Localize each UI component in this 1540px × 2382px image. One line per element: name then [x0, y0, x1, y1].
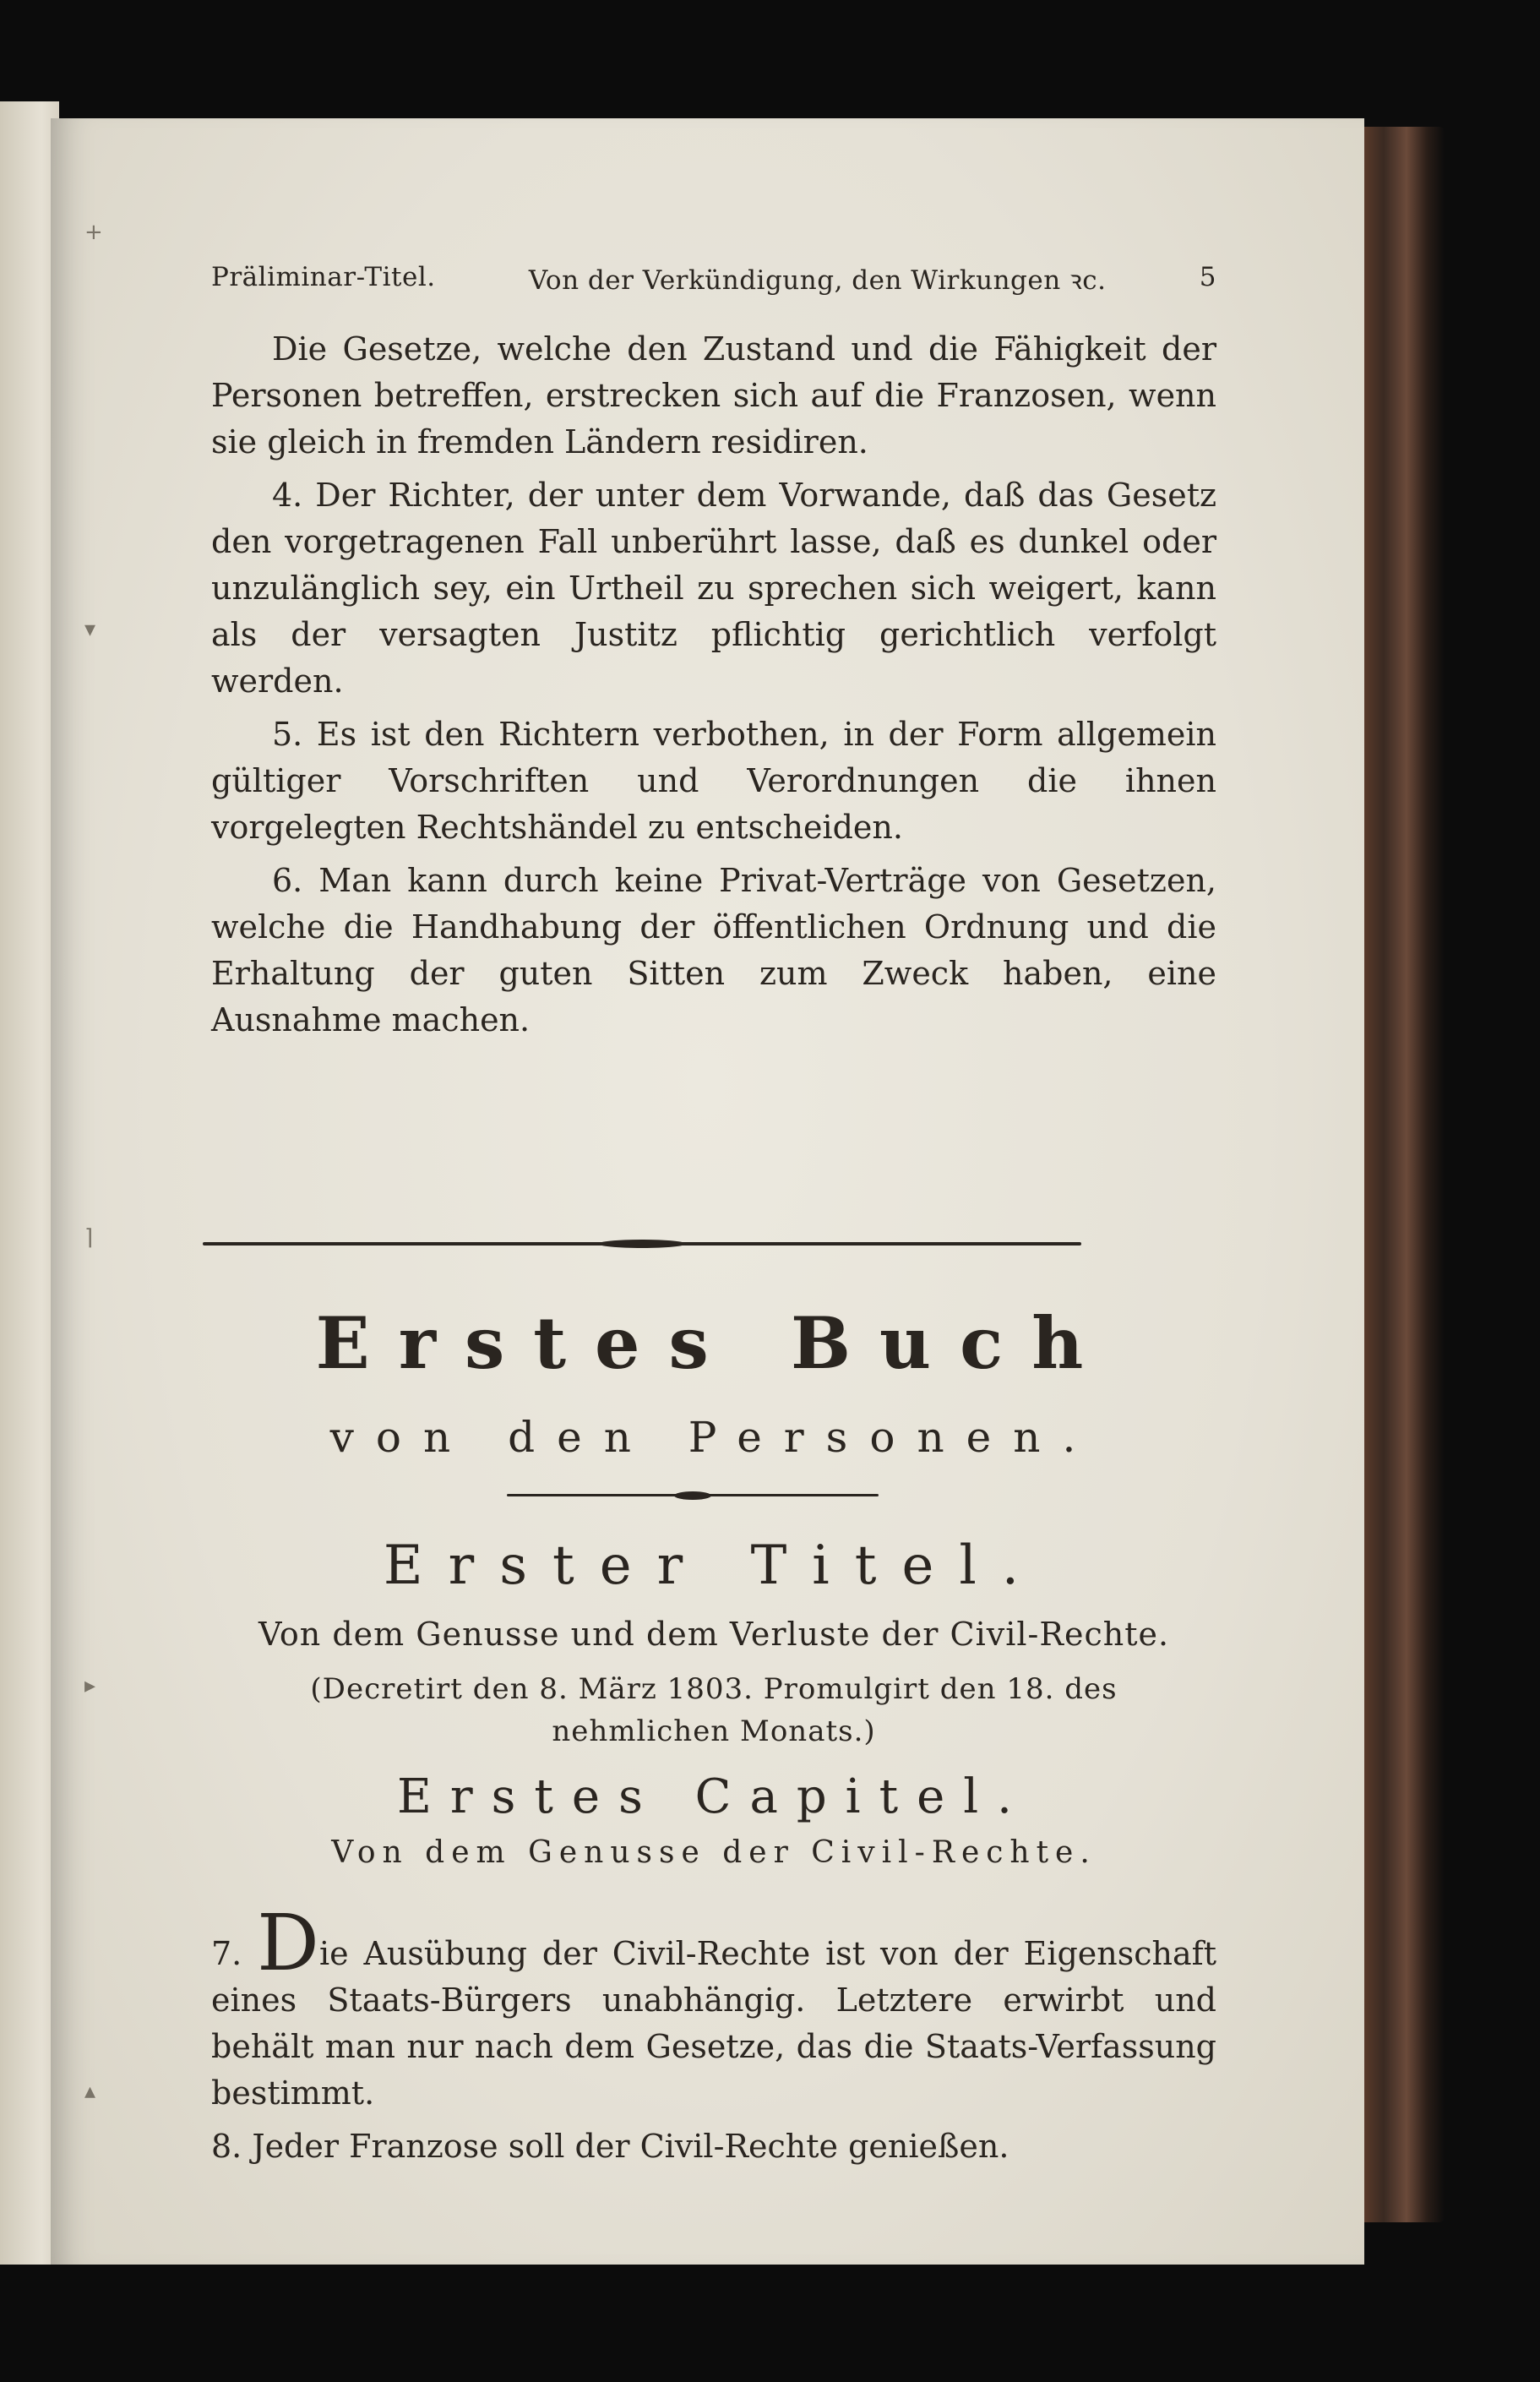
margin-mark: ▴: [84, 2079, 96, 2104]
margin-mark: +: [84, 220, 103, 245]
margin-mark: ⌉: [84, 1225, 94, 1251]
drop-initial: D: [257, 1898, 319, 1988]
running-head: [211, 262, 1216, 297]
title-subheading: Von dem Genusse und dem Verluste der Civil-Rechte.: [258, 1616, 1170, 1653]
chapter-heading: Erstes Capitel.: [397, 1769, 1031, 1824]
title-heading: Erster Titel.: [383, 1534, 1045, 1597]
paragraph: Die Gesetze, welche den Zustand und die Fähigkeit der Personen betreffen, erstrecken sich auf die Franzosen, wenn sie gleich in fremden Ländern residiren.: [211, 330, 1216, 461]
running-head-middle: Von der Verkündigung, den Wirkungen ꝛc.: [528, 265, 1107, 296]
margin-mark: ▾: [84, 617, 96, 642]
chapter-subheading: Von dem Genusse der Civil-Rechte.: [331, 1835, 1097, 1870]
article-text: [211, 1898, 1216, 2177]
paragraph: 4. Der Richter, der unter dem Vorwande, daß das Gesetz den vorgetragenen Fall unberührt lasse, daß es dunkel oder unzulänglich sey, ein Urtheil zu sprechen sich weigert, kann als der versagten Justitz pflichtig gerichtlich verfolgt werden.: [211, 477, 1216, 700]
paragraph: 5. Es ist den Richtern verbothen, in der Form allgemein gültiger Vorschriften und Verordnungen die ihnen vorgelegten Rechtshändel zu entscheiden.: [211, 716, 1216, 846]
margin-mark: ▸: [84, 1673, 96, 1698]
paragraph: 6. Man kann durch keine Privat-Verträge von Gesetzen, welche die Handhabung der öffentlichen Ordnung und die Erhaltung der guten Sitten zum Zweck haben, eine Ausnahme machen.: [211, 862, 1216, 1038]
decree-note: (Decretirt den 8. März 1803. Promulgirt den 18. des nehmlichen Monats.): [310, 1672, 1118, 1748]
article-7: [211, 1898, 1216, 2117]
article-7-text: ie Ausübung der Civil-Rechte ist von der Eigenschaft eines Staats-Bürgers unabhängig. Letztere erwirbt und behält man nur nach dem Gesetze, das die Staats-Verfassung bestimmt.: [211, 1935, 1216, 2112]
body-text: [211, 326, 1216, 1050]
book-page: [51, 118, 1364, 2265]
article-8: 8. Jeder Franzose soll der Civil-Rechte genießen.: [211, 2128, 1009, 2165]
book-heading: Erstes Buch: [315, 1301, 1113, 1385]
article-number: 7.: [211, 1935, 242, 1972]
ornamental-rule: [203, 1242, 1081, 1246]
page-number: 5: [1199, 262, 1216, 292]
book-subheading: von den Personen.: [329, 1413, 1098, 1462]
ornamental-rule: [507, 1494, 879, 1496]
running-head-left: Präliminar-Titel.: [211, 262, 436, 292]
